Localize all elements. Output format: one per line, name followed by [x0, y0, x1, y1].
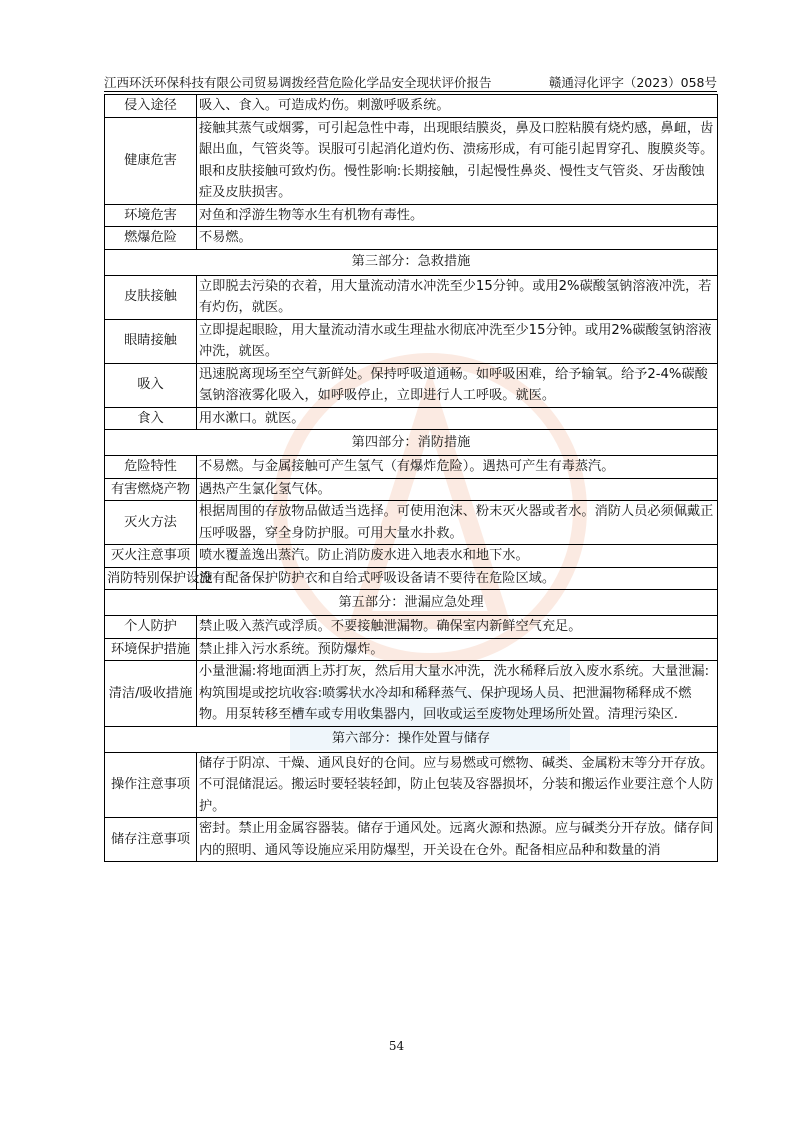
table-row	[105, 363, 718, 407]
table-row	[105, 752, 718, 818]
row-label: 个人防护	[105, 616, 197, 639]
row-label: 灭火注意事项	[105, 545, 197, 568]
row-label: 危险特性	[105, 456, 197, 479]
table-row	[105, 319, 718, 363]
row-content: 遇热产生氯化氢气体。	[197, 478, 718, 501]
table-row	[105, 616, 718, 639]
section-row	[105, 249, 718, 275]
section-title: 第五部分：泄漏应急处理	[105, 590, 718, 616]
section-row	[105, 430, 718, 456]
table-row	[105, 117, 718, 204]
row-content: 吸入、食入。可造成灼伤。刺激呼吸系统。	[197, 95, 718, 118]
row-content: 喷水覆盖逸出蒸汽。防止消防废水进入地表水和地下水。	[197, 545, 718, 568]
row-content: 禁止排入污水系统。预防爆炸。	[197, 638, 718, 661]
row-content: 接触其蒸气或烟雾，可引起急性中毒，出现眼结膜炎，鼻及口腔粘膜有烧灼感，鼻衄，齿龈出血，气管炎等。误服可引起消化道灼伤、溃疡形成，有可能引起胃穿孔、腹膜炎等。眼和皮肤接触可致灼伤。慢性影响:长期接触，引起慢性鼻炎、慢性支气管炎、牙齿酸蚀症及皮肤损害。	[197, 117, 718, 204]
msds-table	[104, 94, 718, 862]
row-label: 吸入	[105, 363, 197, 407]
table-row	[105, 501, 718, 545]
row-content: 不易燃。与金属接触可产生氢气（有爆炸危险）。遇热可产生有毒蒸汽。	[197, 456, 718, 479]
section-title: 第四部分：消防措施	[105, 430, 718, 456]
row-label: 储存注意事项	[105, 818, 197, 862]
row-label: 消防特别保护设施	[105, 567, 197, 590]
row-label: 环境保护措施	[105, 638, 197, 661]
table-row	[105, 638, 718, 661]
row-label: 侵入途径	[105, 95, 197, 118]
row-label: 燃爆危险	[105, 227, 197, 250]
row-content: 没有配备保护防护衣和自给式呼吸设备请不要待在危险区域。	[197, 567, 718, 590]
table-row	[105, 818, 718, 862]
row-label: 食入	[105, 407, 197, 430]
table-row	[105, 567, 718, 590]
report-title: 江西环沃环保科技有限公司贸易调拨经营危险化学品安全现状评价报告	[104, 75, 492, 90]
table-row	[105, 545, 718, 568]
table-row	[105, 456, 718, 479]
section-row	[105, 726, 718, 752]
row-content: 禁止吸入蒸汽或浮质。不要接触泄漏物。确保室内新鲜空气充足。	[197, 616, 718, 639]
row-content: 不易燃。	[197, 227, 718, 250]
section-title: 第三部分：急救措施	[105, 249, 718, 275]
page-header	[104, 71, 717, 92]
row-content: 密封。禁止用金属容器装。储存于通风处。远离火源和热源。应与碱类分开存放。储存间内的照明、通风等设施应采用防爆型，开关设在仓外。配备相应品种和数量的消	[197, 818, 718, 862]
row-label: 有害燃烧产物	[105, 478, 197, 501]
row-label: 操作注意事项	[105, 752, 197, 818]
row-label: 灭火方法	[105, 501, 197, 545]
table-row	[105, 95, 718, 118]
section-title: 第六部分：操作处置与储存	[105, 726, 718, 752]
table-row	[105, 275, 718, 319]
report-number: 赣通浔化评字（2023）058号	[548, 75, 717, 90]
table-row	[105, 661, 718, 727]
table-row	[105, 478, 718, 501]
row-content: 对鱼和浮游生物等水生有机物有毒性。	[197, 204, 718, 227]
page-number: 54	[388, 1039, 405, 1053]
row-label: 眼睛接触	[105, 319, 197, 363]
row-content: 立即脱去污染的衣着，用大量流动清水冲洗至少15分钟。或用2%碳酸氢钠溶液冲洗，若有灼伤，就医。	[197, 275, 718, 319]
row-label: 清洁/吸收措施	[105, 661, 197, 727]
row-content: 用水漱口。就医。	[197, 407, 718, 430]
row-content: 立即提起眼睑，用大量流动清水或生理盐水彻底冲洗至少15分钟。或用2%碳酸氢钠溶液冲洗，就医。	[197, 319, 718, 363]
table-row	[105, 204, 718, 227]
row-content: 储存于阴凉、干燥、通风良好的仓间。应与易燃或可燃物、碱类、金属粉末等分开存放。不可混储混运。搬运时要轻装轻卸，防止包装及容器损坏，分装和搬运作业要注意个人防护。	[197, 752, 718, 818]
row-label: 健康危害	[105, 117, 197, 204]
table-row	[105, 227, 718, 250]
row-content: 根据周围的存放物品做适当选择。可使用泡沫、粉末灭火器或者水。消防人员必须佩戴正压呼吸器，穿全身防护服。可用大量水扑救。	[197, 501, 718, 545]
section-row	[105, 590, 718, 616]
row-label: 皮肤接触	[105, 275, 197, 319]
row-content: 迅速脱离现场至空气新鲜处。保持呼吸道通畅。如呼吸困难，给予输氧。给予2-4%碳酸氢钠溶液雾化吸入，如呼吸停止，立即进行人工呼吸。就医。	[197, 363, 718, 407]
row-content: 小量泄漏:将地面洒上苏打灰，然后用大量水冲洗，洗水稀释后放入废水系统。大量泄漏:构筑围堤或挖坑收容:喷雾状水冷却和稀释蒸气、保护现场人员、把泄漏物稀释成不燃物。用泵转移至槽车或专用收集器内，回收或运至废物处理场所处置。清理污染区.	[197, 661, 718, 727]
row-label: 环境危害	[105, 204, 197, 227]
table-row	[105, 407, 718, 430]
